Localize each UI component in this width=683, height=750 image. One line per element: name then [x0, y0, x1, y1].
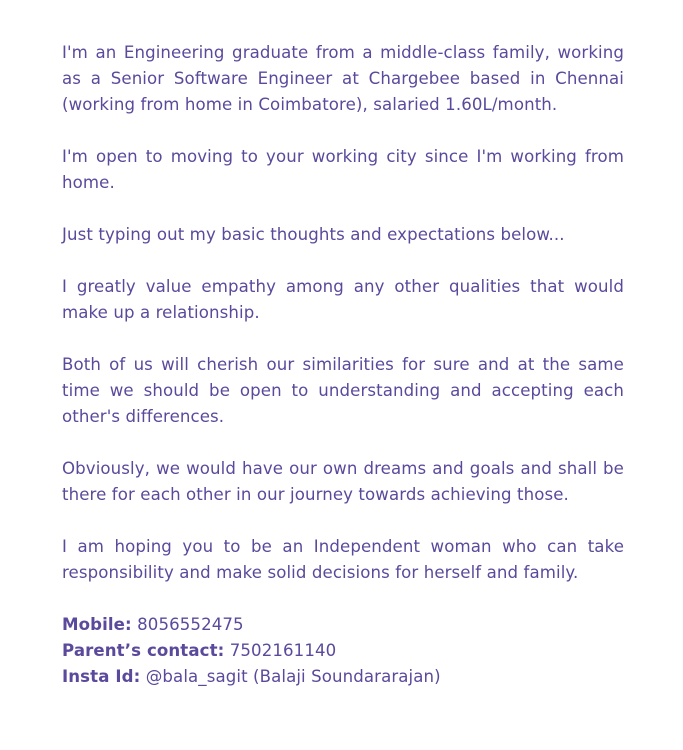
contact-mobile — [62, 612, 624, 638]
paragraph-thoughts-intro: Just typing out my basic thoughts and expectations below... — [62, 225, 565, 244]
paragraph-expectations: I am hoping you to be an Independent woman who can take responsibility and make solid decisions for herself and family. — [62, 537, 624, 582]
insta-id-label: Insta Id: — [62, 667, 141, 686]
paragraph-empathy: I greatly value empathy among any other qualities that would make up a relationship. — [62, 277, 624, 322]
paragraph-dreams-goals: Obviously, we would have our own dreams and goals and shall be there for each other in our journey towards achieving those. — [62, 459, 624, 504]
insta-id-value: @bala_sagit (Balaji Soundararajan) — [145, 667, 441, 686]
paragraph-similarities: Both of us will cherish our similarities for sure and at the same time we should be open to understanding and accepting each other's differences. — [62, 355, 624, 426]
mobile-number: 8056552475 — [137, 615, 244, 634]
parent-contact-number: 7502161140 — [229, 641, 337, 660]
contact-insta — [62, 664, 624, 690]
paragraph-introduction: I'm an Engineering graduate from a middle-class family, working as a Senior Software Engineer at Chargebee based in Chennai (working from home in Coimbatore), salaried 1.60L/month. — [62, 43, 624, 114]
mobile-label: Mobile: — [62, 615, 132, 634]
profile-document — [62, 40, 624, 690]
contact-details — [62, 612, 624, 690]
contact-parent — [62, 638, 624, 664]
parent-contact-label: Parent’s contact: — [62, 641, 225, 660]
paragraph-relocation: I'm open to moving to your working city since I'm working from home. — [62, 147, 624, 192]
